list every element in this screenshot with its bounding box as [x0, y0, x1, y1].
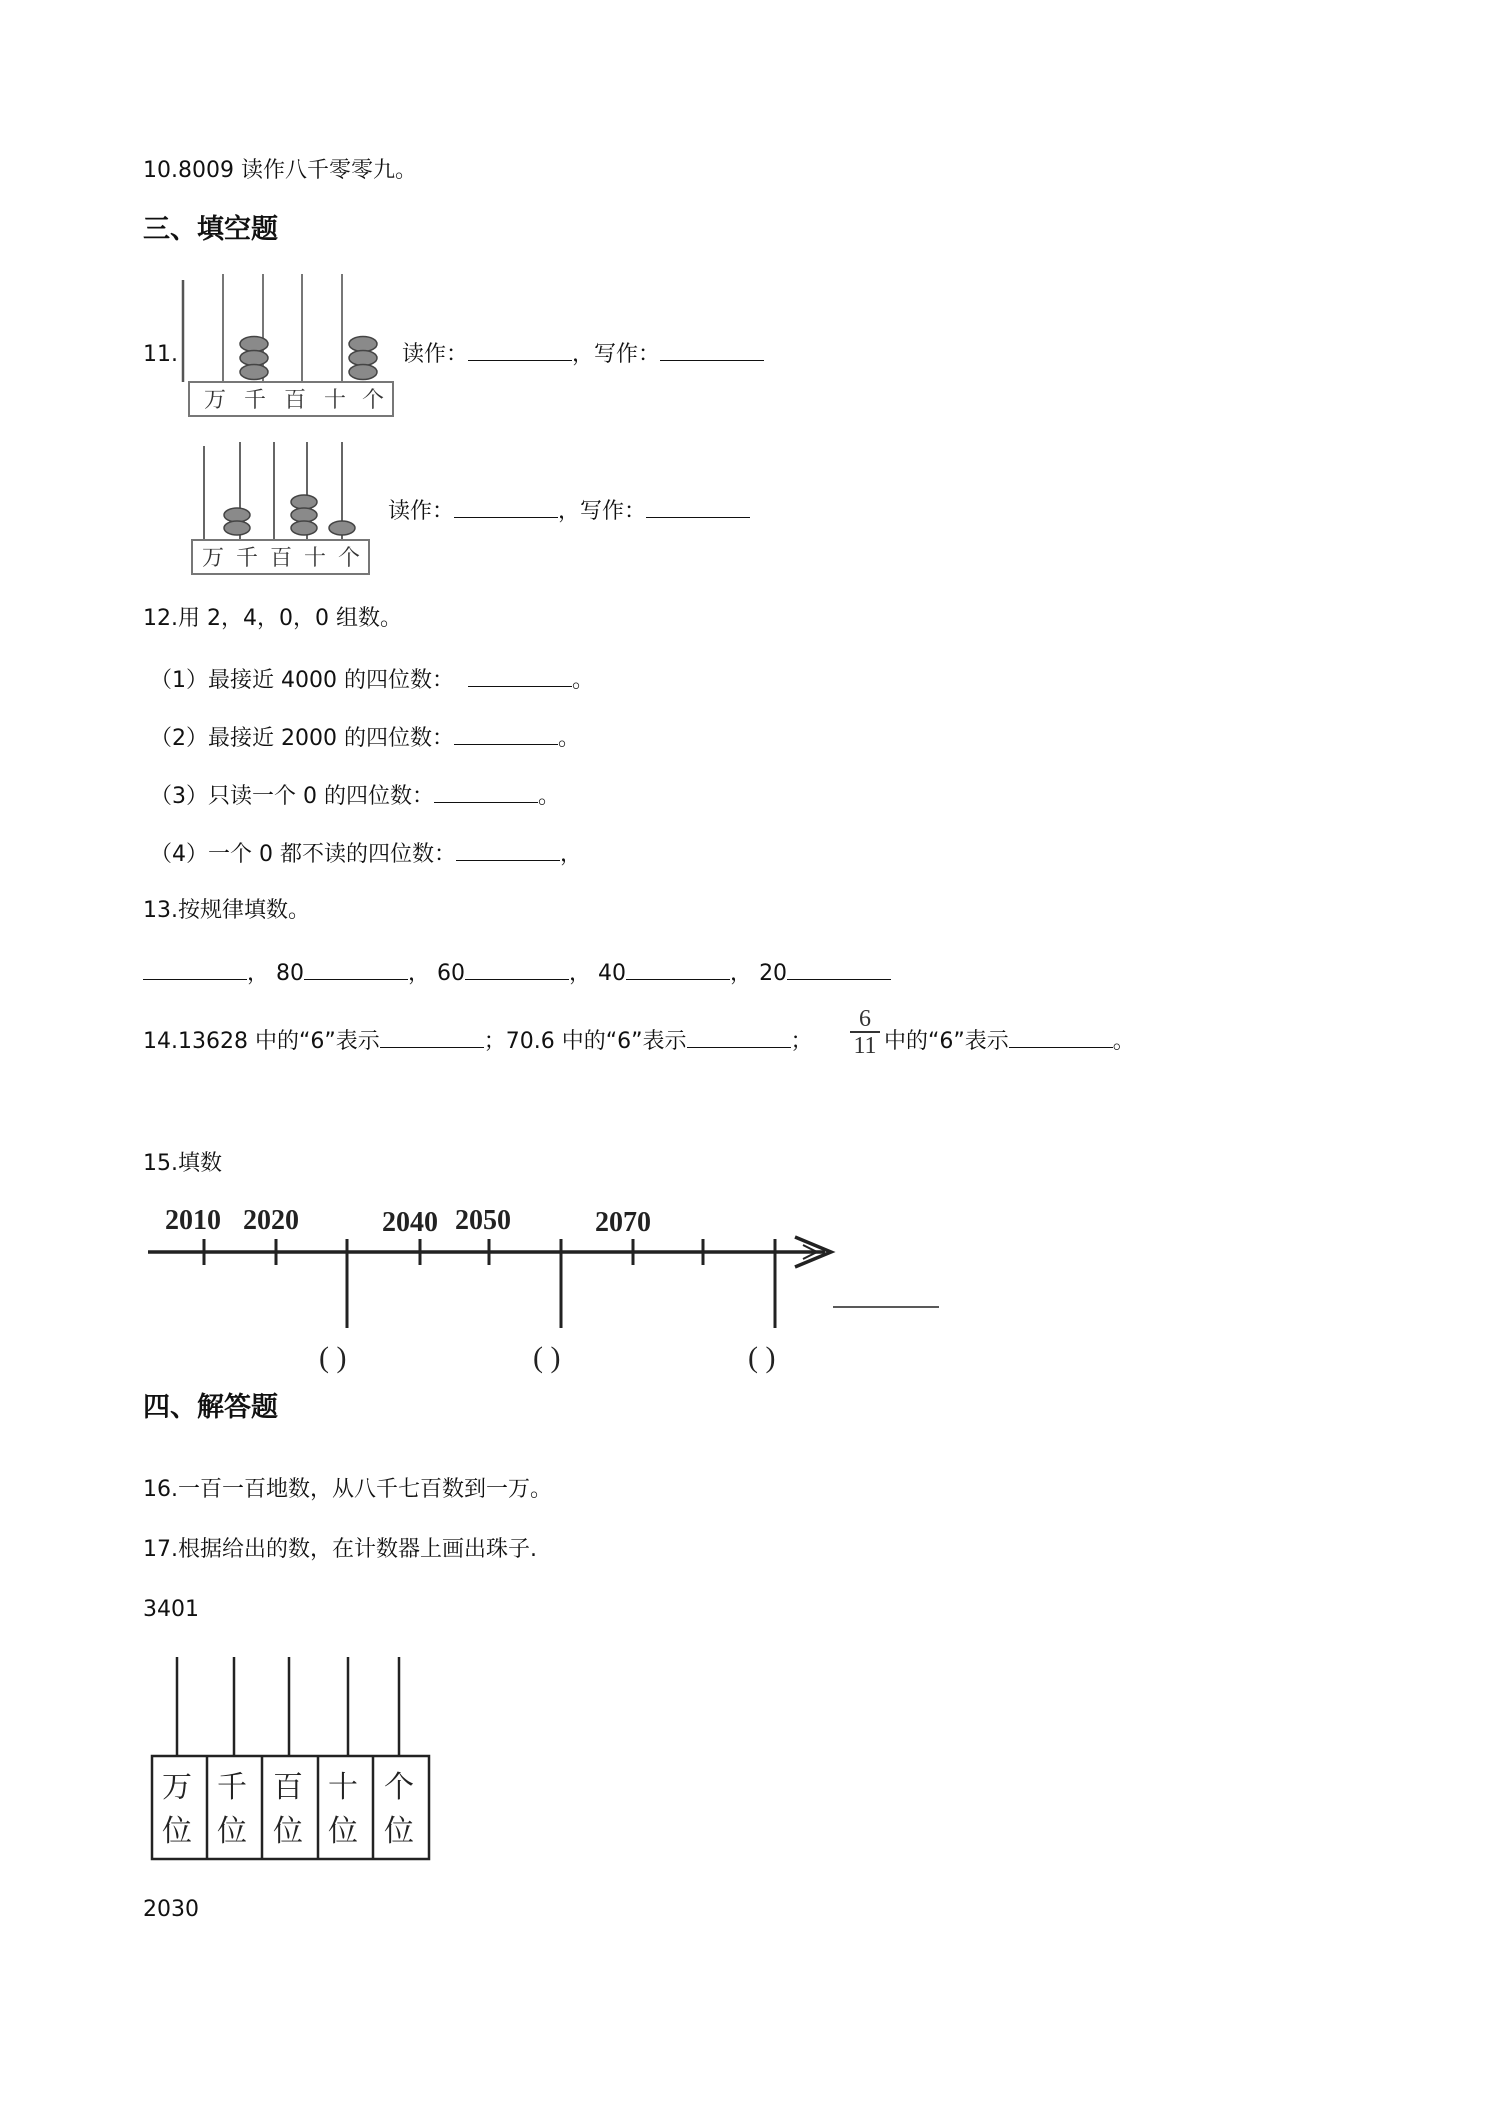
section-3-title: 三、填空题 [143, 214, 278, 245]
abacus-1-label-wan: 万 [204, 388, 227, 413]
answer-blank[interactable] [456, 838, 560, 861]
read-label: 读作： [388, 499, 455, 524]
number-line-label-2020: 2020 [243, 1205, 299, 1236]
question-16: 16.一百一百地数，从八千七百数到一万。 [143, 1477, 552, 1502]
answer-blank[interactable] [787, 957, 891, 980]
place-label-qian: 千 [217, 1770, 247, 1805]
abacus-2-label-shi: 十 [304, 546, 327, 571]
answer-blank[interactable] [143, 957, 247, 980]
number-line-label-2070: 2070 [595, 1207, 651, 1238]
abacus-1-label-bai: 百 [284, 388, 307, 413]
place-label-wei: 位 [217, 1814, 247, 1849]
question-12-stem: 12.用 2，4，0，0 组数。 [143, 606, 402, 631]
question-14-part-a: 14.13628 中的“6”表示 ；70.6 中的“6”表示 ； [143, 1025, 813, 1056]
answer-blank[interactable] [468, 338, 572, 361]
abacus-1-label-ge: 个 [362, 388, 385, 413]
place-label-ge: 个 [384, 1770, 414, 1805]
answer-blank[interactable] [434, 780, 538, 803]
number-line-blank-1[interactable]: ( ) [319, 1341, 347, 1374]
answer-blank[interactable] [454, 495, 558, 518]
number-line-label-2050: 2050 [455, 1205, 511, 1236]
question-11-row-2: 读作： ，写作： [388, 495, 750, 526]
write-label: 写作： [580, 499, 647, 524]
section-4-title: 四、解答题 [143, 1392, 278, 1423]
fraction-6-11: $\frac{6}{11}$ [850, 1007, 880, 1059]
abacus-2-label-ge: 个 [338, 546, 361, 571]
answer-blank[interactable] [626, 957, 730, 980]
question-12-item-3: （3）只读一个 0 的四位数： 。 [150, 780, 560, 811]
answer-blank[interactable] [304, 957, 408, 980]
abacus-2-label-wan: 万 [202, 546, 225, 571]
abacus-1-label-shi: 十 [324, 388, 347, 413]
question-12-item-4: （4）一个 0 都不读的四位数： ， [150, 838, 582, 869]
abacus-2-label-qian: 千 [236, 546, 259, 571]
question-17-number-2: 2030 [143, 1897, 199, 1922]
answer-blank[interactable] [454, 722, 558, 745]
number-line-blank-2[interactable]: ( ) [533, 1341, 561, 1374]
place-label-wei: 位 [162, 1814, 192, 1849]
question-15-stem: 15.填数 [143, 1151, 222, 1176]
abacus-1-label-qian: 千 [244, 388, 267, 413]
place-label-wei: 位 [328, 1814, 358, 1849]
answer-blank[interactable] [465, 957, 569, 980]
question-17-number-1: 3401 [143, 1597, 199, 1622]
question-11-number: 11. [143, 342, 178, 367]
question-12-item-1: （1）最接近 4000 的四位数： 。 [150, 664, 594, 695]
place-label-bai: 百 [273, 1770, 303, 1805]
abacus-figure-1 [180, 272, 400, 422]
question-11-row-1: 读作： ，写作： [402, 338, 764, 369]
question-13-sequence: ， 80 ， 60 ， 40 ， 20 [143, 957, 891, 988]
place-label-wei: 位 [384, 1814, 414, 1849]
read-label: 读作： [402, 342, 469, 367]
number-line-blank-3[interactable]: ( ) [748, 1341, 776, 1374]
answer-blank[interactable] [380, 1025, 484, 1048]
answer-blank[interactable] [646, 495, 750, 518]
answer-blank[interactable] [1009, 1025, 1113, 1048]
abacus-2-label-bai: 百 [270, 546, 293, 571]
question-13-stem: 13.按规律填数。 [143, 898, 310, 923]
place-label-wei: 位 [273, 1814, 303, 1849]
place-label-wan: 万 [162, 1770, 192, 1805]
answer-blank[interactable] [687, 1025, 791, 1048]
question-12-item-2: （2）最接近 2000 的四位数： 。 [150, 722, 580, 753]
question-17-stem: 17.根据给出的数，在计数器上画出珠子. [143, 1537, 537, 1562]
write-label: 写作： [594, 342, 661, 367]
number-line-label-2040: 2040 [382, 1207, 438, 1238]
question-10: 10.8009 读作八千零零九。 [143, 158, 417, 183]
answer-blank[interactable] [660, 338, 764, 361]
answer-blank[interactable] [468, 664, 572, 687]
number-line-figure [145, 1195, 945, 1375]
place-label-shi: 十 [328, 1770, 358, 1805]
place-value-counter [150, 1655, 435, 1865]
question-14-part-b: 中的“6”表示 。 [884, 1025, 1135, 1056]
abacus-figure-2 [192, 440, 382, 585]
number-line-label-2010: 2010 [165, 1205, 221, 1236]
